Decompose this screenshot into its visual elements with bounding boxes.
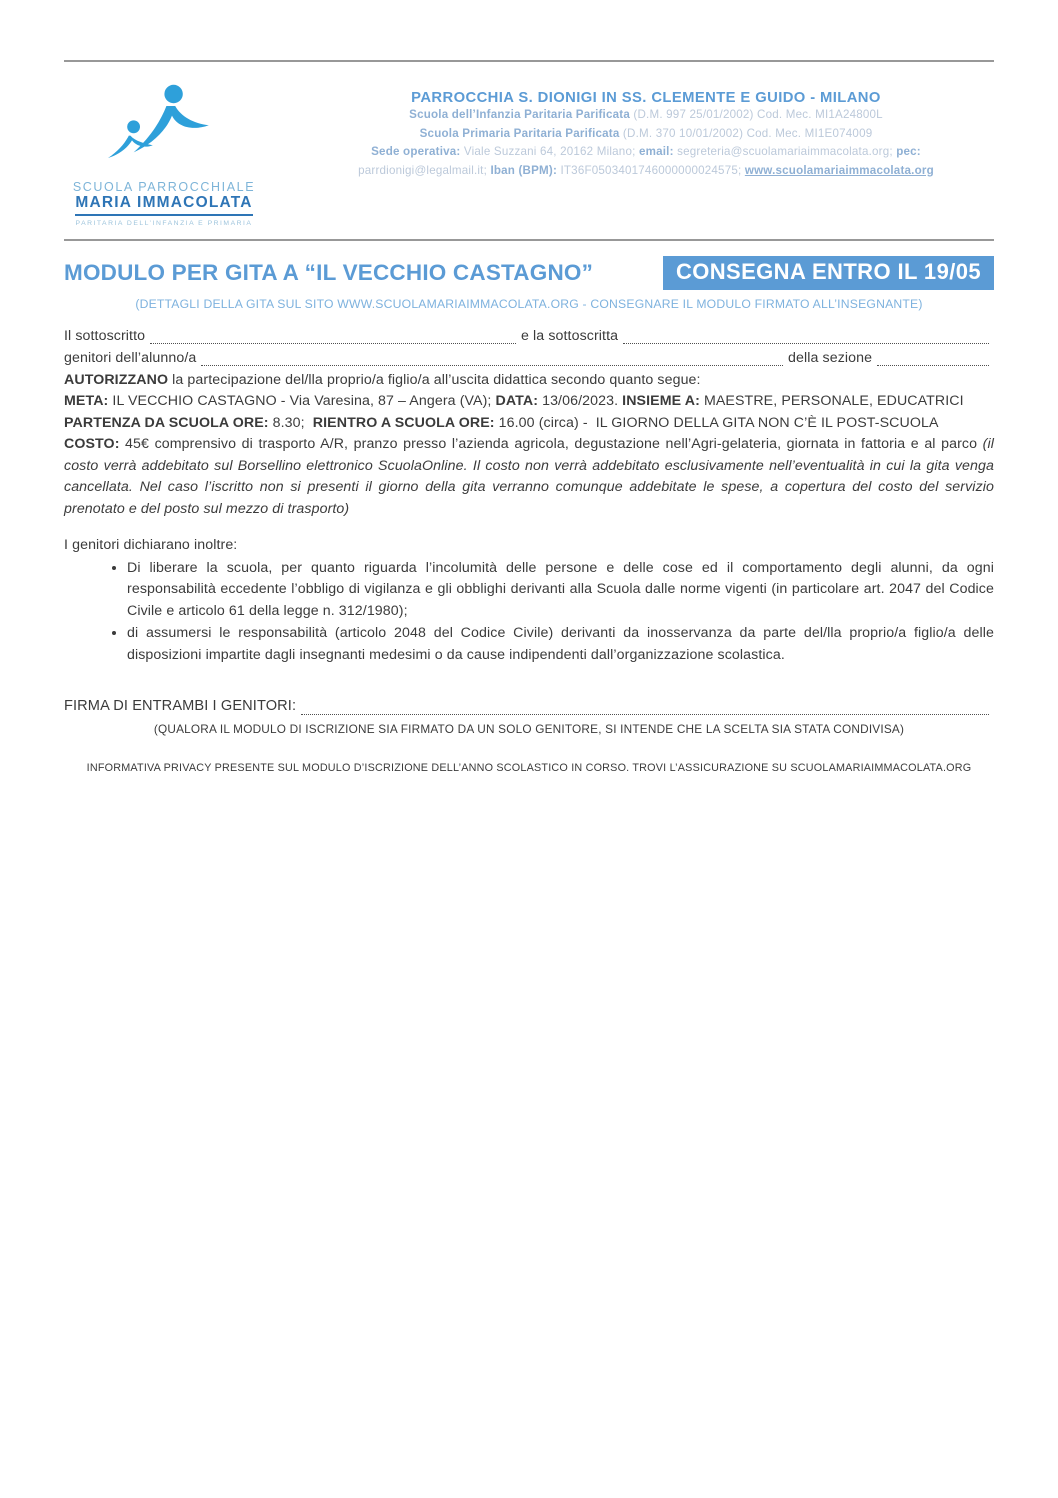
signature-line — [64, 696, 994, 718]
school-logo — [64, 78, 264, 227]
cost-value: 45€ comprensivo di trasporto A/R, pranzo presso l’azienda agricola, degustazione nell’Agri-gelateria, giornata in fattoria e al parco — [119, 436, 983, 452]
letterhead — [64, 78, 994, 227]
declaration-item-responsibility: • di assumersi le responsabilità (articolo 2048 del Codice Civile) derivanti da inosservanza da parte del/lla proprio/a figlio/a delle disposizioni impartite dagli insegnanti medesimi o da cause indipendenti dall’organizzazione scolastica. — [127, 623, 994, 666]
declaration-intro: I genitori dichiarano inoltre: — [64, 537, 238, 553]
header-divider — [64, 239, 994, 241]
trip-times-line — [64, 413, 994, 435]
title-row — [64, 256, 994, 290]
mother-name-label: e la sottoscritta — [521, 328, 619, 344]
top-divider — [64, 60, 994, 62]
single-parent-note: (QUALORA IL MODULO DI ISCRIZIONE SIA FIRMATO DA UN SOLO GENITORE, SI INTENDE CHE LA SCELTA SIA STATA CONDIVISA) — [153, 721, 905, 736]
signature-field — [301, 714, 989, 715]
date-label: DATA: — [495, 393, 539, 409]
mother-name-field — [623, 343, 989, 344]
infanzia-detail: (D.M. 997 25/01/2002) Cod. Mec. MI1A24800L — [629, 108, 883, 121]
pec-label: pec: — [896, 145, 921, 158]
website-link[interactable]: www.scuolamariaimmacolata.org — [744, 163, 934, 177]
father-name-label: Il sottoscritto — [64, 328, 146, 344]
logo-text-line2: MARIA IMMACOLATA — [75, 194, 252, 216]
form-body — [64, 326, 994, 780]
pupil-name-field — [201, 365, 783, 366]
sede-label: Sede operativa: — [371, 145, 461, 158]
deadline-badge: CONSEGNA ENTRO IL 19/05 — [663, 256, 994, 290]
logo-text-line1: SCUOLA PARROCCHIALE — [72, 180, 256, 194]
pupil-line — [64, 348, 994, 370]
primaria-label: Scuola Primaria Paritaria Parificata — [419, 126, 620, 140]
iban-value: IT36F0503401746000000024575; — [557, 163, 745, 177]
school-info-line-primaria — [298, 125, 994, 144]
departure-value: 8.30; — [268, 414, 313, 431]
parents-name-line — [64, 326, 994, 348]
section-label: della sezione — [788, 350, 873, 366]
declaration-item-liability: • Di liberare la scuola, per quanto riguarda l’incolumità delle persone e delle cose ed il comportamento degli alunni, da ogni responsabilità eccedente l’obbligo di vigilanza e gli obblighi derivanti alla Scuola dalle norme vigenti (in particolare art. 2047 del Codice Civile e articolo 61 della legge n. 312/1980); — [127, 558, 994, 623]
section-field — [877, 365, 989, 366]
school-info-line-iban — [298, 162, 994, 181]
trip-meta-line — [64, 391, 994, 413]
meta-value: IL VECCHIO CASTAGNO - Via Varesina, 87 – Angera (VA); — [108, 393, 496, 409]
privacy-note: INFORMATIVA PRIVACY PRESENTE SUL MODULO D’ISCRIZIONE DELL’ANNO SCOLASTICO IN CORSO. TROVI L’ASSICURAZIONE SU SCUOLAMARIAIMMACOLATA.ORG — [86, 762, 972, 774]
pupil-name-label: genitori dell’alunno/a — [64, 350, 197, 366]
departure-label: PARTENZA DA SCUOLA ORE: — [64, 414, 269, 431]
infanzia-label: Scuola dell’Infanzia Paritaria Parificata — [409, 108, 630, 121]
email-label: email: — [638, 145, 674, 158]
signature-label: FIRMA DI ENTRAMBI I GENITORI: — [64, 698, 297, 714]
cost-paragraph — [64, 434, 994, 520]
logo-text-line3: PARITARIA DELL’INFANZIA E PRIMARIA — [75, 220, 253, 227]
school-info-line-infanzia — [298, 106, 994, 125]
authorization-line — [64, 370, 994, 392]
authorize-text: la partecipazione del/lla proprio/a figlio/a all’uscita didattica secondo quanto segue: — [168, 371, 701, 388]
parish-title: PARROCCHIA S. DIONIGI IN SS. CLEMENTE E GUIDO - MILANO — [411, 90, 881, 106]
father-name-field — [150, 343, 516, 344]
declaration-list — [64, 558, 994, 667]
companions-value: MAESTRE, PERSONALE, EDUCATRICI — [699, 393, 964, 409]
authorize-keyword: AUTORIZZANO — [64, 371, 169, 388]
date-value: 13/06/2023. — [538, 393, 623, 409]
email-value: segreteria@scuolamariaimmacolata.org; — [673, 145, 897, 158]
page-subtitle: (DETTAGLI DELLA GITA SUL SITO WWW.SCUOLAMARIAIMMACOLATA.ORG - CONSEGNARE IL MODULO FIRMATO ALL’INSEGNANTE) — [135, 297, 923, 311]
iban-label: Iban (BPM): — [490, 163, 558, 177]
return-value: 16.00 (circa) - IL GIORNO DELLA GITA NON C’È IL POST-SCUOLA — [494, 414, 939, 431]
sede-value: Viale Suzzani 64, 20162 Milano; — [460, 145, 639, 158]
primaria-detail: (D.M. 370 10/01/2002) Cod. Mec. MI1E074009 — [619, 126, 873, 140]
page-title: MODULO PER GITA A “IL VECCHIO CASTAGNO” — [64, 260, 594, 285]
pec-value: parrdionigi@legalmail.it; — [358, 163, 491, 177]
companions-label: INSIEME A: — [622, 393, 700, 409]
cost-conditions: (il costo verrà addebitato sul Borsellino elettronico ScuolaOnline. Il costo non verrà addebitato esclusivamente nell’eventualità in cui la gita venga cancellata. Nel caso l’iscritto non si presenti il giorno della gita verranno comunque addebitate le spese, a copertura del costo del servizio prenotato e del posto sul mezzo di trasporto) — [64, 436, 994, 517]
leaping-figures-icon — [98, 82, 230, 178]
letterhead-text — [264, 78, 994, 180]
meta-label: META: — [64, 393, 109, 409]
cost-label: COSTO: — [64, 436, 120, 452]
school-info-line-contacts — [298, 143, 994, 162]
return-label: RIENTRO A SCUOLA ORE: — [312, 414, 495, 431]
